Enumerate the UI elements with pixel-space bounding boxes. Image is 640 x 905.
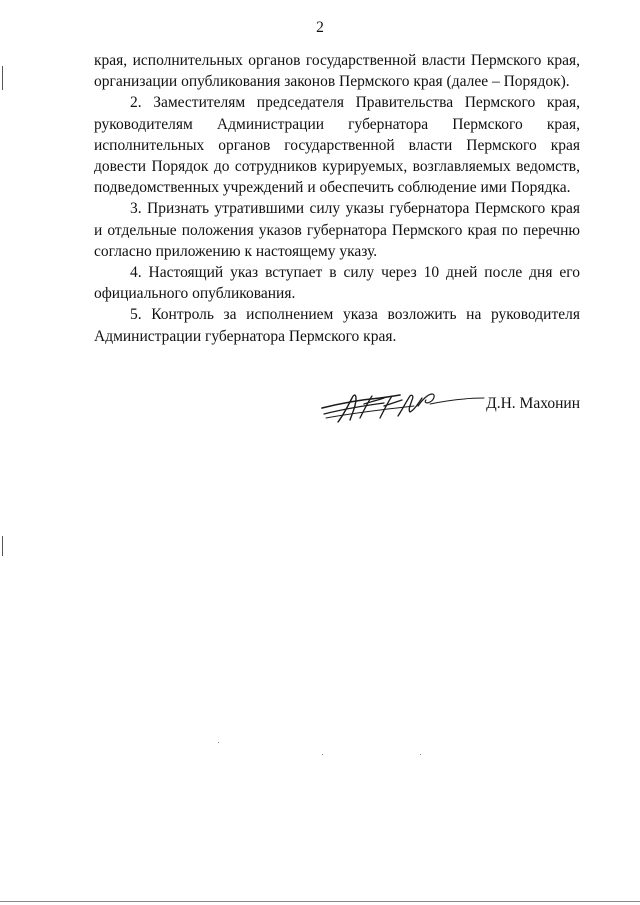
handwritten-signature xyxy=(318,384,488,428)
paragraph-item-3: 3. Признать утратившими силу указы губернатора Пермского края и отдельные положения указов губернатора Пермского края по перечню согласно приложению к настоящему указу. xyxy=(94,200,580,260)
document-body xyxy=(94,50,580,347)
page-number: 2 xyxy=(316,19,324,36)
scan-edge-mark xyxy=(2,66,3,90)
signature-block xyxy=(318,384,580,428)
paragraph-continuation: края, исполнительных органов государственной власти Пермского края, организации опубликования законов Пермского края (далее – Порядок). xyxy=(94,52,580,91)
scan-speck xyxy=(322,754,323,755)
paragraph-item-4: 4. Настоящий указ вступает в силу через 10 дней после дня его официального опубликования. xyxy=(94,264,580,303)
paragraph-item-2: 2. Заместителям председателя Правительства Пермского края, руководителям Администрации губернатора Пермского края, исполнительных органов государственной власти Пермского края довести Порядок до сотрудников курируемых, возглавляемых ведомств, подведомственных учреждений и обеспечить соблюдение ими Порядка. xyxy=(94,94,580,197)
scan-speck xyxy=(420,754,421,755)
scan-bottom-edge xyxy=(0,901,640,902)
paragraph-item-5: 5. Контроль за исполнением указа возложить на руководителя Администрации губернатора Пермского края. xyxy=(94,306,580,345)
scan-edge-mark xyxy=(2,536,3,556)
signer-name: Д.Н. Махонин xyxy=(486,395,580,412)
scan-speck xyxy=(218,742,219,743)
